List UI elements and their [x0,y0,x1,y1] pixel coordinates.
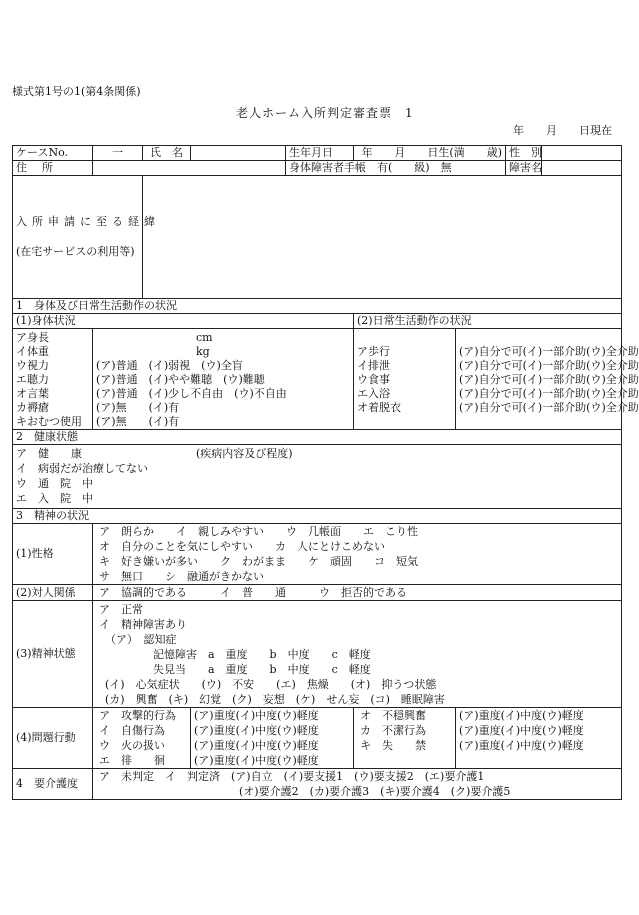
health-note: (疾病内容及び程度) [196,447,293,460]
address-label: 住 所 [13,161,93,176]
personality-options[interactable]: ア 朗らか イ 親しみやすい ウ 几帳面 エ こり性 [99,525,418,538]
problem-severity-options[interactable]: (ア)重度(イ)中度(ウ)軽度 [459,724,584,737]
adl-item-label: ウ食事 [357,373,390,386]
weight-unit[interactable]: kg [196,345,210,358]
problem-item-label: キ 失 禁 [360,739,426,752]
problem-severity-options[interactable]: (ア)重度(イ)中度(ウ)軽度 [194,754,319,767]
vision-options[interactable]: (ア)普通 (イ)弱視 (ウ)全盲 [96,359,243,372]
personality-options[interactable]: キ 好き嫌いが多い ク わがまま ケ 頑固 コ 短気 [99,555,418,568]
height-unit[interactable]: cm [196,331,213,344]
personality-options[interactable]: サ 無口 シ 融通がきかない [99,570,264,583]
speech-options[interactable]: (ア)普通 (イ)少し不自由 (ウ)不自由 [96,387,287,400]
problem-severity-options[interactable]: (ア)重度(イ)中度(ウ)軽度 [459,709,584,722]
disability-name-field[interactable] [542,161,622,176]
bathing-options[interactable]: (ア)自分で可(イ)一部介助(ウ)全介助 [459,387,639,400]
dementia-label[interactable]: （ア） 認知症 [105,633,177,646]
adl-item-label: オ着脱衣 [357,401,401,414]
adl-item-label: イ排泄 [357,359,390,372]
hearing-options[interactable]: (ア)普通 (イ)やや難聴 (ウ)難聴 [96,373,265,386]
body-item-label: オ言葉 [16,387,49,400]
disorientation-options[interactable]: 失見当 a 重度 b 中度 c 軽度 [153,663,371,676]
section1-title: 1 身体及び日常生活動作の状況 [13,299,622,314]
birth-label: 生年月日 [286,146,354,161]
form-number: 様式第1号の1(第4条関係) [12,85,141,98]
section3-title: 3 精神の状況 [13,509,622,524]
dressing-options[interactable]: (ア)自分で可(イ)一部介助(ウ)全介助 [459,401,639,414]
body-item-label: ア身長 [16,331,49,344]
problem-severity-options[interactable]: (ア)重度(イ)中度(ウ)軽度 [194,709,319,722]
mental-normal[interactable]: ア 正常 [99,603,143,616]
sex-field[interactable] [542,146,622,161]
body-item-label: エ聴力 [16,373,49,386]
problem-behavior-label: (4)問題行動 [13,708,93,769]
health-item[interactable]: ウ 通 院 中 [16,477,93,490]
care-level-options[interactable]: (オ)要介護2 (カ)要介護3 (キ)要介護4 (ク)要介護5 [239,785,511,798]
problem-item-label: エ 徘 徊 [99,754,165,767]
problem-severity-options[interactable]: (ア)重度(イ)中度(ウ)軽度 [194,739,319,752]
mental-label: (3)精神状態 [13,601,93,708]
case-no-value[interactable]: 一 [93,146,143,161]
toilet-options[interactable]: (ア)自分で可(イ)一部介助(ウ)全介助 [459,359,639,372]
body-status-heading: (1)身体状況 [13,314,354,329]
adl-item-label: ア歩行 [357,345,390,358]
health-item[interactable]: ア 健 康 [16,447,82,460]
problem-item-label: オ 不穏興奮 [360,709,426,722]
problem-severity-options[interactable]: (ア)重度(イ)中度(ウ)軽度 [459,739,584,752]
sex-label: 性 別 [506,146,542,161]
personality-label: (1)性格 [13,524,93,585]
diaper-options[interactable]: (ア)無 (イ)有 [96,415,180,428]
address-field[interactable] [93,161,286,176]
screening-form-table [12,145,639,800]
memory-impairment-options[interactable]: 記憶障害 a 重度 b 中度 c 軽度 [153,648,371,661]
relation-label: (2)対人関係 [13,585,93,601]
disability-label[interactable]: 身体障害者手帳 有( 級) 無 [286,161,506,176]
mental-symptoms-options[interactable]: (イ) 心気症状 (ウ) 不安 (エ) 焦燥 (オ) 抑うつ状態 [105,678,437,691]
problem-item-label: イ 自傷行為 [99,724,165,737]
health-item[interactable]: エ 入 院 中 [16,492,93,505]
body-item-label: イ体重 [16,345,49,358]
eating-options[interactable]: (ア)自分で可(イ)一部介助(ウ)全介助 [459,373,639,386]
name-label: 氏 名 [143,146,191,161]
history-field[interactable] [143,176,622,299]
adl-item-label: エ入浴 [357,387,390,400]
relation-options[interactable]: ア 協調的である イ 普 通 ウ 拒否的である [93,585,622,601]
page-title: 老人ホーム入所判定審査票 1 [236,106,414,120]
mental-symptoms-options[interactable]: (カ) 興奮 (キ) 幻覚 (ク) 妄想 (ケ) せん妄 (コ) 睡眠障害 [105,693,445,706]
problem-item-label: カ 不潔行為 [360,724,426,737]
section2-title: 2 健康状態 [13,430,622,445]
bedsore-options[interactable]: (ア)無 (イ)有 [96,401,180,414]
problem-item-label: ア 攻撃的行為 [99,709,176,722]
history-sublabel: (在宅サービスの利用等) [16,245,135,258]
birth-field[interactable]: 年 月 日生(満 歳) [354,146,506,161]
care-level-label: 4 要介護度 [13,769,93,800]
health-item[interactable]: イ 病弱だが治療してない [16,462,148,475]
name-field[interactable] [191,146,286,161]
care-level-options[interactable]: ア 未判定 イ 判定済 (ア)自立 (イ)要支援1 (ウ)要支援2 (エ)要介護1 [99,770,485,783]
personality-options[interactable]: オ 自分のことを気にしやすい カ 人にとけこめない [99,540,385,553]
body-item-label: カ褥瘡 [16,401,49,414]
body-item-label: キおむつ使用 [16,415,82,428]
body-item-label: ウ視力 [16,359,49,372]
disability-name-label: 障害名 [506,161,542,176]
problem-severity-options[interactable]: (ア)重度(イ)中度(ウ)軽度 [194,724,319,737]
date-line: 年 月 日現在 [513,124,612,137]
problem-item-label: ウ 火の扱い [99,739,165,752]
walking-options[interactable]: (ア)自分で可(イ)一部介助(ウ)全介助 [459,345,639,358]
history-label: 入所申請に至る経緯 [16,215,160,228]
case-no-label: ケースNo. [13,146,93,161]
mental-disorder[interactable]: イ 精神障害あり [99,618,187,631]
adl-heading: (2)日常生活動作の状況 [354,314,622,329]
